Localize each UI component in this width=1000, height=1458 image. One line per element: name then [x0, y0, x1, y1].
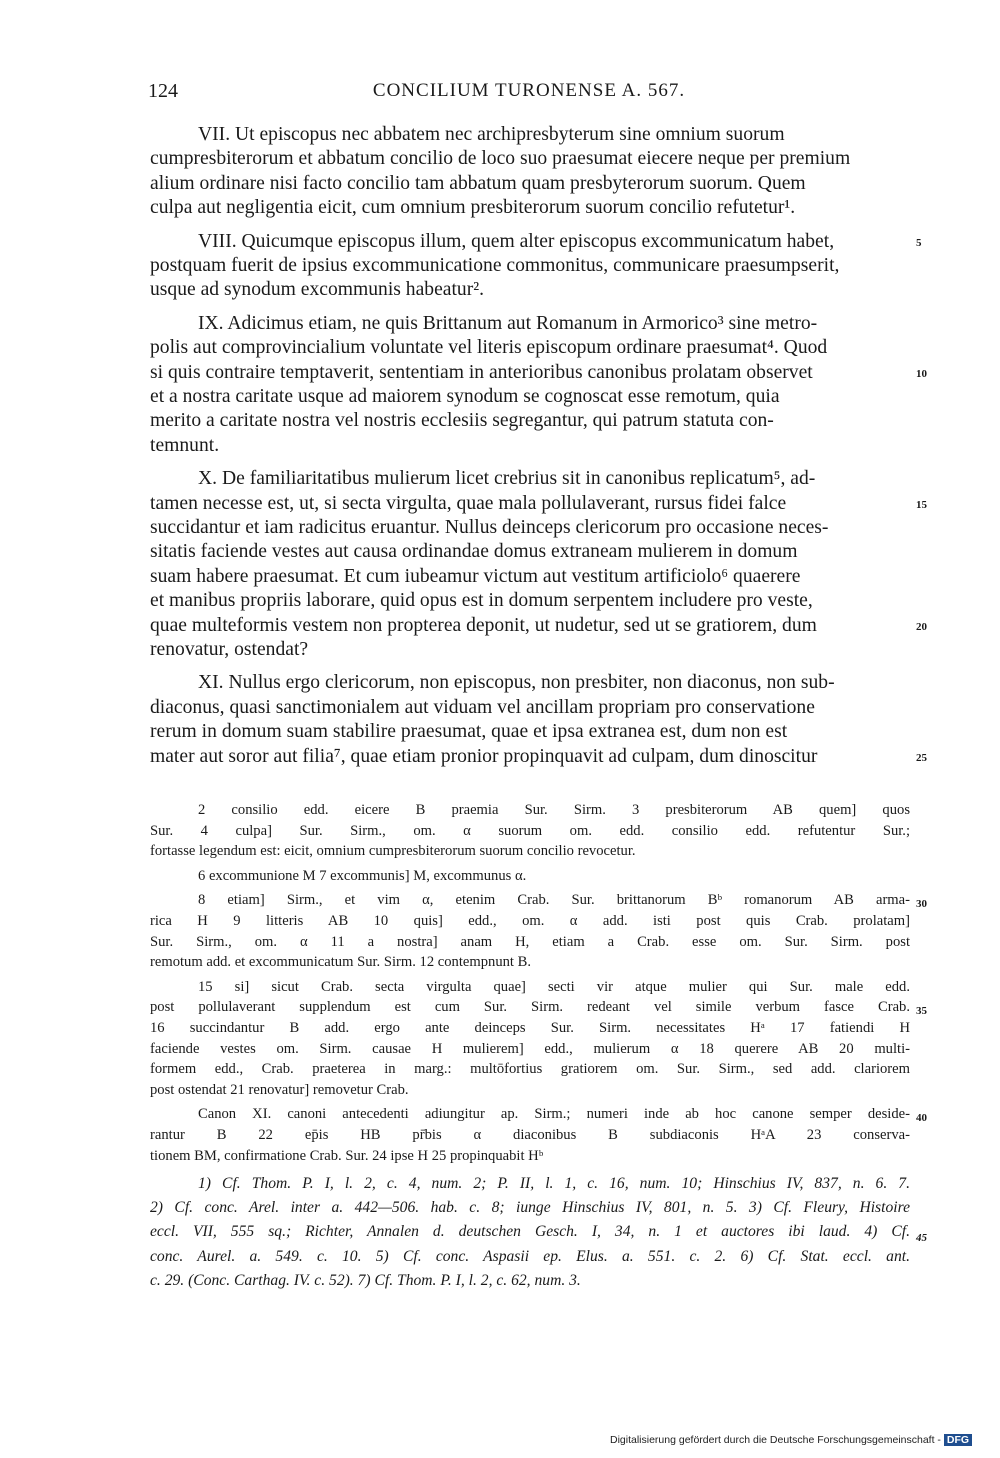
footnote-line: c. 29. (Conc. Carthag. IV. c. 52). 7) Cf. Thom. P. I, l. 2, c. 62, num. 3. — [150, 1271, 581, 1289]
text-line: culpa aut negligentia eicit, cum omnium presbiterorum suorum concilio refutetur¹. — [150, 197, 796, 219]
line-number: 35 — [916, 1005, 927, 1018]
dfg-logo: DFG — [944, 1434, 972, 1446]
text-line: VIII. Quicumque episcopus illum, quem alter episcopus excommunicatum habet, — [198, 230, 835, 252]
text-line: suam habere praesumat. Et cum iubeamur victum aut vestitum artificiolo⁶ quaerere — [150, 565, 801, 587]
text-line: postquam fuerit de ipsius excommunicatione commonitus, communicare praesumpserit, — [150, 255, 840, 276]
apparatus-line: 8 etiam] Sirm., et vim α, etenim Crab. Sur. brittanorum Bᵇ romanorum AB arma- — [198, 892, 910, 909]
text-line: diaconus, quasi sanctimonialem aut viduam vel ancillam propriam pro conservatione — [150, 696, 815, 718]
footnote-line: conc. Aurel. a. 549. c. 10. 5) Cf. conc. Aspasii ep. Elus. a. 551. c. 2. 6) Cf. Stat. eccl. ant. — [150, 1247, 910, 1265]
apparatus-line: remotum add. et excommunicatum Sur. Sirm. 12 contempnunt B. — [150, 954, 532, 971]
text-line: rerum in domum suam stabilire praesumat, quae et ipsa extranea est, dum non est — [150, 721, 788, 743]
footer-text: Digitalisierung gefördert durch die Deutsche Forschungsgemeinschaft - — [610, 1434, 941, 1446]
text-line: quae multeformis vestem non propterea deponit, ut nudetur, sed ut se gratiorem, dum — [150, 614, 817, 636]
text-line: et a nostra caritate usque ad maiorem synodum se cognoscat esse remotum, quia — [150, 386, 780, 407]
apparatus-line: 2 consilio edd. eicere B praemia Sur. Sirm. 3 presbiterorum AB quem] quos — [198, 802, 910, 818]
line-number: 40 — [916, 1112, 927, 1125]
text-line: mater aut soror aut filia⁷, quae etiam pronior propinquavit ad culpam, dum dinoscitur — [150, 745, 818, 767]
line-number: 10 — [916, 367, 927, 380]
apparatus-line: post pollulaverant supplendum est cum Sur. Sirm. redeant vel simile verbum fasce Crab. — [150, 999, 910, 1016]
running-title: CONCILIUM TURONENSE A. 567. — [372, 80, 686, 101]
text-line: merito a caritate nostra vel nostris ecclesiis segregantur, qui patrum statuta con- — [150, 410, 774, 432]
text-line: renovatur, ostendat? — [150, 639, 309, 660]
footnote-line: 2) Cf. conc. Arel. inter a. 442—506. hab. c. 8; iunge Hinschius IV, 801, n. 5. 3) Cf. Fleury, Histoire — [150, 1199, 910, 1217]
apparatus-line: faciende vestes om. Sirm. causae H mulierem] edd., mulierum α 18 querere AB 20 multi- — [150, 1040, 910, 1057]
page-header — [148, 80, 910, 110]
line-number: 5 — [916, 236, 922, 249]
text-line: X. De familiaritatibus mulierum licet crebrius sit in canonibus replicatum⁵, ad- — [198, 468, 816, 490]
text-line: polis aut comprovincialium voluntate vel literis episcopum ordinare praesumat⁴. Quod — [150, 337, 828, 359]
line-number: 30 — [916, 898, 927, 911]
text-line: IX. Adicimus etiam, ne quis Brittanum aut Romanum in Armorico³ sine metro- — [198, 312, 818, 334]
apparatus-line: Canon XI. canoni antecedenti adiungitur ap. Sirm.; numeri inde ab hoc canone semper deside- — [198, 1106, 910, 1123]
apparatus-line: post ostendat 21 renovatur] removetur Crab. — [150, 1081, 409, 1098]
text-line: alium ordinare nisi facto concilio tam abbatum quam presbyterorum suorum. Quem — [150, 172, 806, 194]
apparatus-line: rica H 9 litteris AB 10 quis] edd., om. α add. isti post quis Crab. prolatam] — [150, 913, 910, 929]
apparatus-line: fortasse legendum est: eicit, omnium cumpresbiterorum suorum concilio revocetur. — [150, 843, 636, 860]
apparatus-line: rantur B 22 ep̄is HB pr̄bis α diaconibus B subdiaconis HᵃA 23 conserva- — [150, 1127, 910, 1143]
text-line: si quis contraire temptaverit, sententiam in anterioribus canonibus prolatam observet — [150, 361, 813, 383]
text-line: XI. Nullus ergo clericorum, non episcopus, non presbiter, non diaconus, non sub- — [198, 672, 835, 694]
apparatus-line: formem edd., Crab. praeterea in marg.: multōfortius gratiorem om. Sur. Sirm., sed add. clariorem — [150, 1061, 910, 1078]
text-line: VII. Ut episcopus nec abbatem nec archipresbyterum sine omnium suorum — [198, 124, 785, 145]
text-line: usque ad synodum excommunis habeatur². — [150, 279, 485, 301]
page-number: 124 — [148, 80, 178, 102]
line-number: 45 — [916, 1232, 927, 1245]
text-line: et manibus propriis laborare, quid opus est in domum serpentem includere pro veste, — [150, 590, 813, 612]
footnote-line: eccl. VII, 555 sq.; Richter, Annalen d. deutschen Gesch. I, 34, n. 1 et auctores ibi laud. 4) Cf. — [150, 1223, 910, 1241]
apparatus-line: 6 excommunione M 7 excommunis] M, excommunus α. — [198, 867, 527, 884]
apparatus-line: 16 succindantur B add. ergo ante deinceps Sur. Sirm. necessitates Hᵃ 17 fatiendi H — [150, 1020, 910, 1036]
line-number: 15 — [916, 498, 927, 511]
text-line: tamen necesse est, ut, si secta virgulta, quae mala pollulaverant, rursus fidei falce — [150, 492, 787, 514]
digitization-footer — [610, 1434, 972, 1446]
line-number: 25 — [916, 751, 927, 764]
line-number: 20 — [916, 620, 927, 633]
apparatus-line: Sur. 4 culpa] Sur. Sirm., om. α suorum om. edd. consilio edd. refutentur Sur.; — [150, 822, 910, 839]
text-line: cumpresbiterorum et abbatum concilio de loco suo praesumat eiecere neque per premium — [150, 148, 851, 170]
text-line: succidantur et iam radicitus eruantur. Nullus deinceps clericorum pro occasione neces- — [150, 517, 829, 538]
apparatus-line: Sur. Sirm., om. α 11 a nostra] anam H, etiam a Crab. esse om. Sur. Sirm. post — [150, 933, 910, 950]
apparatus-line: tionem BM, confirmatione Crab. Sur. 24 ipse H 25 propinquabit Hᵇ — [150, 1147, 544, 1164]
text-line: temnunt. — [150, 434, 220, 456]
apparatus-line: 15 si] sicut Crab. secta virgulta quae] secti vir atque mulier qui Sur. male edd. — [198, 978, 910, 995]
footnote-line: 1) Cf. Thom. P. I, l. 2, c. 4, num. 2; P. II, l. 1, c. 16, num. 10; Hinschius IV, 837, n. 6. 7. — [198, 1175, 910, 1192]
text-line: sitatis faciende vestes aut causa ordinandae domus extraneam mulierem in domum — [150, 541, 798, 563]
